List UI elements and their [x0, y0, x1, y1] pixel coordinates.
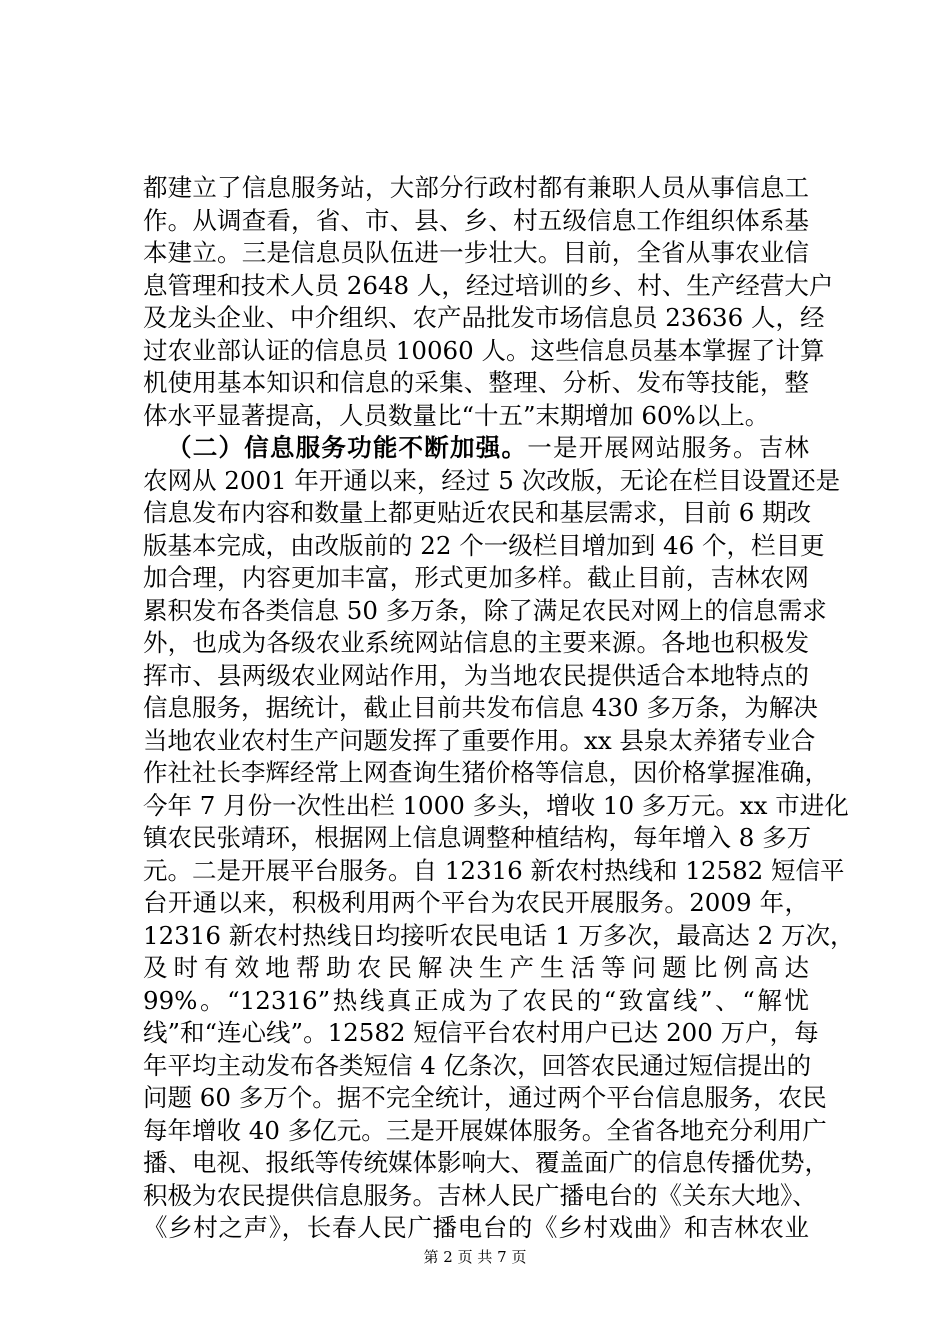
text-line: 播、电视、报纸等传统媒体影响大、覆盖面广的信息传播优势， — [143, 1148, 829, 1177]
text-line: 信息发布内容和数量上都更贴近农民和基层需求，目前 6 期改 — [143, 498, 812, 527]
text-line: 信息服务，据统计，截止目前共发布信息 430 多万条，为解决 — [143, 693, 818, 722]
text-line: 版基本完成，由改版前的 22 个一级栏目增加到 46 个，栏目更 — [143, 530, 825, 560]
body-text — [143, 172, 855, 1245]
text-line: 年平均主动发布各类短信 4 亿条次，回答农民通过短信提出的 — [143, 1050, 812, 1080]
text-line: 都建立了信息服务站，大部分行政村都有兼职人员从事信息工 — [143, 173, 809, 202]
text-line: 外，也成为各级农业系统网站信息的主要来源。各地也积极发 — [143, 628, 809, 657]
text-line: 今年 7 月份一次性出栏 1000 多头，增收 10 多万元。xx 市进化 — [143, 790, 849, 820]
text-line: 12316 新农村热线日均接听农民电话 1 万多次，最高达 2 万次， — [143, 920, 855, 950]
text-line: 每年增收 40 多亿元。三是开展媒体服务。全省各地充分利用广 — [143, 1115, 827, 1145]
text-line: 农网从 2001 年开通以来，经过 5 次改版，无论在栏目设置还是 — [143, 465, 841, 495]
text-line: 问题 60 多万个。据不完全统计，通过两个平台信息服务，农民 — [143, 1083, 827, 1112]
text-run: 一是开展网站服务。吉林 — [527, 433, 810, 462]
text-line: 线”和“连心线”。12582 短信平台农村用户已达 200 万户，每 — [143, 1018, 819, 1047]
text-line: 《乡村之声》，长春人民广播电台的《乡村戏曲》和吉林农业 — [143, 1213, 809, 1242]
text-line: 积极为农民提供信息服务。吉林人民广播电台的《关东大地》、 — [143, 1180, 817, 1210]
text-line: 当地农业农村生产问题发挥了重要作用。xx 县泉太养猪专业合 — [143, 725, 816, 755]
text-line: 机使用基本知识和信息的采集、整理、分析、发布等技能，整 — [143, 368, 809, 397]
text-line: 挥市、县两级农业网站作用，为当地农民提供适合本地特点的 — [143, 660, 809, 690]
text-line: 作社社长李辉经常上网查询生猪价格等信息，因价格掌握准确， — [143, 758, 829, 787]
section-heading: （二）信息服务功能不断加强。 — [167, 433, 528, 462]
text-line: 过农业部认证的信息员 10060 人。这些信息员基本掌握了计算 — [143, 335, 825, 365]
text-line: 元。二是开展平台服务。自 12316 新农村热线和 12582 短信平 — [143, 855, 845, 885]
text-line: 本建立。三是信息员队伍进一步壮大。目前，全省从事农业信 — [143, 238, 809, 267]
text-line: 累积发布各类信息 50 多万条，除了满足农民对网上的信息需求 — [143, 595, 827, 625]
page-footer: 第 2 页 共 7 页 — [423, 1248, 527, 1266]
text-line: 息管理和技术人员 2648 人，经过培训的乡、村、生产经营大户 — [143, 270, 834, 300]
text-line: 及龙头企业、中介组织、农产品批发市场信息员 23636 人，经 — [143, 303, 825, 332]
text-line: 99%。“12316”热线真正成为了农民的“致富线”、“解忧 — [143, 985, 809, 1015]
text-line: 及时有效地帮助农民解决生产生活等问题比例高达 — [143, 953, 809, 982]
text-line: 镇农民张靖环，根据网上信息调整种植结构，每年增入 8 多万 — [143, 823, 812, 852]
text-line: 台开通以来，积极利用两个平台为农民开展服务。2009 年， — [143, 888, 809, 917]
paragraph-2-first-line — [143, 432, 809, 465]
text-line: 体水平显著提高，人员数量比“十五”末期增加 60%以上。 — [143, 400, 770, 430]
text-line: 作。从调查看，省、市、县、乡、村五级信息工作组织体系基 — [143, 205, 809, 235]
text-line: 加合理，内容更加丰富，形式更加多样。截止目前，吉林农网 — [143, 563, 809, 592]
